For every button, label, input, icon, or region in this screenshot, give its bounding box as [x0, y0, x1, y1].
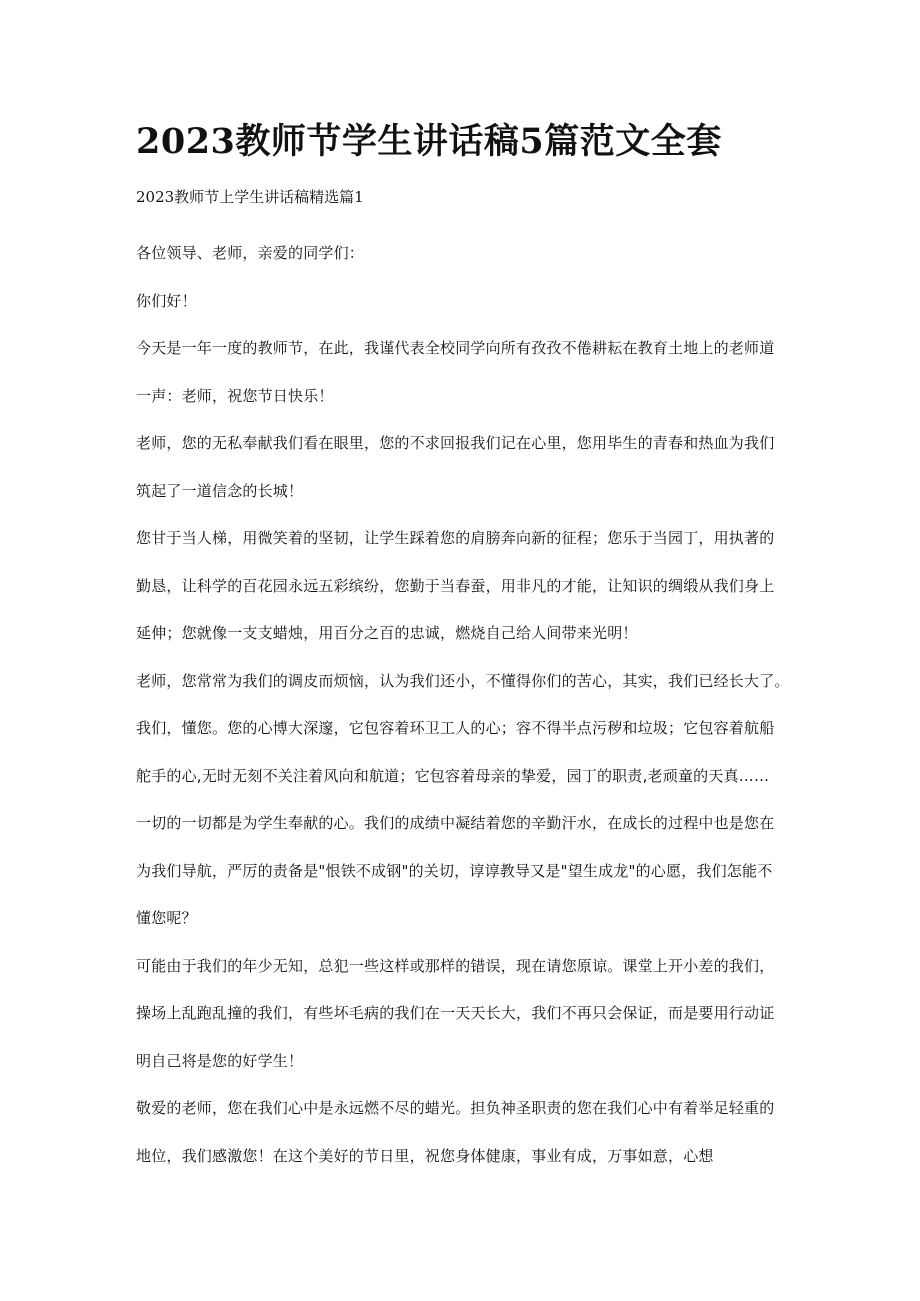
- section-heading: 2023教师节上学生讲话稿精选篇1: [136, 188, 364, 206]
- text-line: 您甘于当人梯，用微笑着的坚韧，让学生踩着您的肩膀奔向新的征程；您乐于当园丁，用执著的: [136, 529, 775, 547]
- text-line: 老师，您常常为我们的调皮而烦恼，认为我们还小，不懂得你们的苦心，其实，我们已经长大了。: [136, 671, 790, 690]
- text-line: 一切的一切都是为学生奉献的心。我们的成绩中凝结着您的辛勤汗水，在成长的过程中也是您在: [136, 814, 775, 832]
- text-line: 各位领导、老师，亲爱的同学们：: [136, 244, 365, 262]
- text-line: 你们好！: [136, 291, 197, 310]
- text-line: 敬爱的老师，您在我们心中是永远燃不尽的蜡光。担负神圣职责的您在我们心中有着举足轻重的: [136, 1099, 775, 1117]
- text-line: 一声：老师，祝您节日快乐！: [136, 386, 334, 405]
- text-line: 今天是一年一度的教师节，在此，我谨代表全校同学向所有孜孜不倦耕耘在教育土地上的老师道: [136, 339, 775, 357]
- text-line: 筑起了一道信念的长城！: [136, 481, 304, 500]
- text-line: 延伸；您就像一支支蜡烛，用百分之百的忠诚，燃烧自己给人间带来光明！: [136, 624, 638, 642]
- text-line: 老师，您的无私奉献我们看在眼里，您的不求回报我们记在心里，您用毕生的青春和热血为我们: [136, 434, 775, 452]
- text-line: 为我们导航，严厉的责备是"恨铁不成钢"的关切，谆谆教导又是"望生成龙"的心愿，我们怎能不: [136, 861, 773, 880]
- document-title: 2023教师节学生讲话稿5篇范文全套: [136, 121, 722, 162]
- text-line: 操场上乱跑乱撞的我们，有些坏毛病的我们在一天天长大，我们不再只会保证，而是要用行动证: [136, 1004, 775, 1022]
- speech-body: [136, 230, 796, 1180]
- text-line: 舵手的心,无时无刻不关注着风向和航道；它包容着母亲的挚爱，园丁的职责,老顽童的天真……: [136, 766, 770, 785]
- text-line: 可能由于我们的年少无知，总犯一些这样或那样的错误，现在请您原谅。课堂上开小差的我们，: [136, 956, 775, 975]
- text-line: 明自己将是您的好学生！: [136, 1051, 304, 1070]
- text-line: 懂您呢？: [136, 909, 197, 927]
- text-line: 勤恳，让科学的百花园永远五彩缤纷，您勤于当春蚕，用非凡的才能，让知识的绸缎从我们身上: [136, 576, 775, 595]
- text-line: 我们，懂您。您的心博大深邃，它包容着环卫工人的心；容不得半点污秽和垃圾；它包容着航船: [136, 719, 775, 737]
- text-line: 地位，我们感激您！在这个美好的节日里，祝您身体健康，事业有成，万事如意，心想: [136, 1146, 714, 1165]
